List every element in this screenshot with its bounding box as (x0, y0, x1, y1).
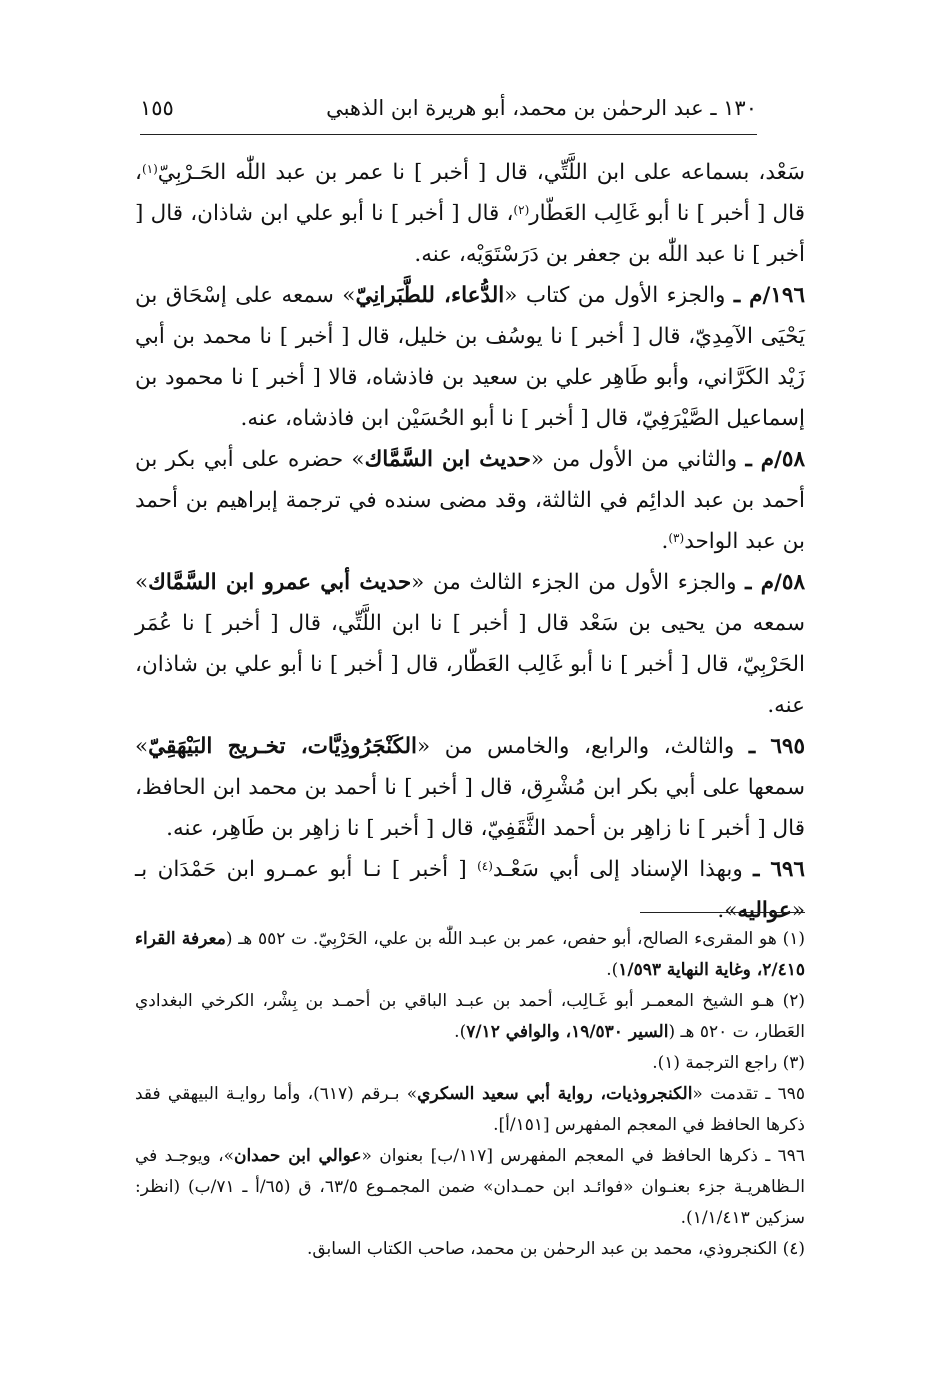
book-title: حديث ابن السَّمَّاك (364, 447, 531, 472)
running-header (140, 88, 757, 128)
footnote-ref[interactable]: (٢) (513, 203, 530, 217)
entry-695: ٦٩٥ ـ والثالث، والرابع، والخامس من «الكَنْجَرُوذِيَّات، تخـريج البَيْهَقِيّ» سمعها على أبي بكر ابن مُشْرِق، قال [ أخبر ] نا أحمد بن محمد ابن الحافظ، قال [ أخبر ] نا زاهِر بن أحمد الثَّقَفِيّ، قال [ أخبر ] نا زاهِر بن طَاهِر، عنه. (135, 734, 805, 841)
entry-number: ٥٨/م ـ (745, 447, 806, 472)
paragraph-continuation: سَعْد، بسماعه على ابن اللَّتِّي، قال [ أخبر ] نا عمر بن عبد اللّٰه الحَـرْبِيّ$^{(١)}$، قال [ أخبر ] نا أبو غَالِب العَطّار$^{(٢)}$، قال [ أخبر ] نا أبو علي ابن شاذان، قال [ أخبر ] نا عبد اللّٰه بن جعفر بن دَرَسْتَوَيْه، عنه. (135, 160, 805, 267)
header-title: ١٣٠ ـ عبد الرحمٰن بن محمد، أبو هريرة ابن الذهبي (326, 96, 757, 120)
footnote-3: (٣) راجع الترجمة (١). (652, 1053, 805, 1073)
footnote-ref[interactable]: (١) (141, 162, 158, 176)
entry-number: ١٩٦/م ـ (733, 283, 806, 308)
entry-number: ٦٩٦ ـ (753, 857, 805, 882)
header-rule (140, 134, 757, 135)
footnote-ref[interactable]: (٤) (477, 859, 493, 873)
footnote-ref[interactable]: (٣) (668, 531, 685, 545)
book-title: عواليه (737, 898, 792, 923)
entry-196: ١٩٦/م ـ والجزء الأول من كتاب «الدُّعاء، للطَّبَرانِيّ» سمعه على إسْحَاق بن يَحْيَى الآمِدِيّ، قال [ أخبر ] نا يوسُف بن خليل، قال [ أخبر ] نا محمد بن أبي زَيْد الكَرَّاني، وأبو طَاهِر علي بن سعيد بن فاذشاه، قالا [ أخبر ] نا محمود بن إسماعيل الصَّيْرَفِيّ، قال [ أخبر ] نا أبو الحُسَيْن ابن فاذشاه، عنه. (135, 283, 806, 431)
footnote-696: ٦٩٦ ـ ذكرها الحافظ في المعجم المفهرس [١١٧/ب] بعنوان «عوالي ابن حمدان»، ويوجـد في الـظاهريـة جزء بعنـوان «فوائـد ابن حمـدان» ضمن المجمـوع ٦٣/٥، ق (٦٥/أ ـ ٧١/ب) (انظر: سزكين ١/١/٤١٣). (135, 1146, 805, 1228)
entry-696: ٦٩٦ ـ وبهذا الإسناد إلى أبي سَعْـد$^{(٤)}$ [ أخبر ] نـا أبو عمـرو ابن حَمْدَان بـ «عواليه». (135, 857, 805, 923)
book-title: حديث أبي عمرو ابن السَّمَّاك (148, 570, 412, 595)
footnote-4: (٤) الكنجروذي، محمد بن عبد الرحمٰن بن محمد، صاحب الكتاب السابق. (306, 1239, 805, 1259)
main-text (135, 152, 805, 931)
entry-number: ٦٩٥ ـ (748, 734, 805, 759)
footnote-695: ٦٩٥ ـ تقدمت «الكنجروذيات، رواية أبي سعيد السكري» بـرقم (٦١٧)، وأما روايـة البيهقي فقد ذكرها الحافظ في المعجم المفهرس [١٥١/أ]. (135, 1084, 805, 1135)
entry-58-a: ٥٨/م ـ والثاني من الأول من «حديث ابن السَّمَّاك» حضره على أبي بكر بن أحمد بن عبد الدائِم في الثالثة، وقد مضى سنده في ترجمة إبراهيم بن أحمد بن عبد الواحد$^{(٣)}$. (135, 447, 806, 554)
footnote-2: (٢) هـو الشيخ المعمـر أبو غَـالِب، أحمد بن عبـد الباقي بن أحمـد بن بِشْر، الكرخي البغدادي العَطار، ت ٥٢٠ هـ (السير ١٩/٥٣٠، والوافي ٧/١٢). (135, 991, 805, 1042)
entry-number: ٥٨/م ـ (745, 570, 805, 595)
entry-58-b: ٥٨/م ـ والجزء الأول من الجزء الثالث من «حديث أبي عمرو ابن السَّمَّاك» سمعه من يحيى بن سَعْد قال [ أخبر ] نا ابن اللَّتِّي، قال [ أخبر ] نا عُمَر الحَرْبِيّ، قال [ أخبر ] نا أبو غَالِب العَطّار، قال [ أخبر ] نا أبو علي بن شاذان، عنه. (135, 570, 805, 718)
page-number: ١٥٥ (140, 96, 174, 120)
footnote-1: (١) هو المقرىء الصالح، أبو حفص، عمر بن عبـد اللّٰه بن علي، الحَرْبِيّ. ت ٥٥٢ هـ (معرفة القراء ٢/٤١٥، وغاية النهاية ١/٥٩٣). (135, 929, 805, 980)
footnote-rule (640, 912, 805, 913)
book-title: الدُّعاء، للطَّبَرانِيّ (355, 283, 505, 308)
footnotes (135, 924, 805, 1265)
book-title: الكَنْجَرُوذِيَّات، تخـريج البَيْهَقِيّ (148, 734, 417, 759)
